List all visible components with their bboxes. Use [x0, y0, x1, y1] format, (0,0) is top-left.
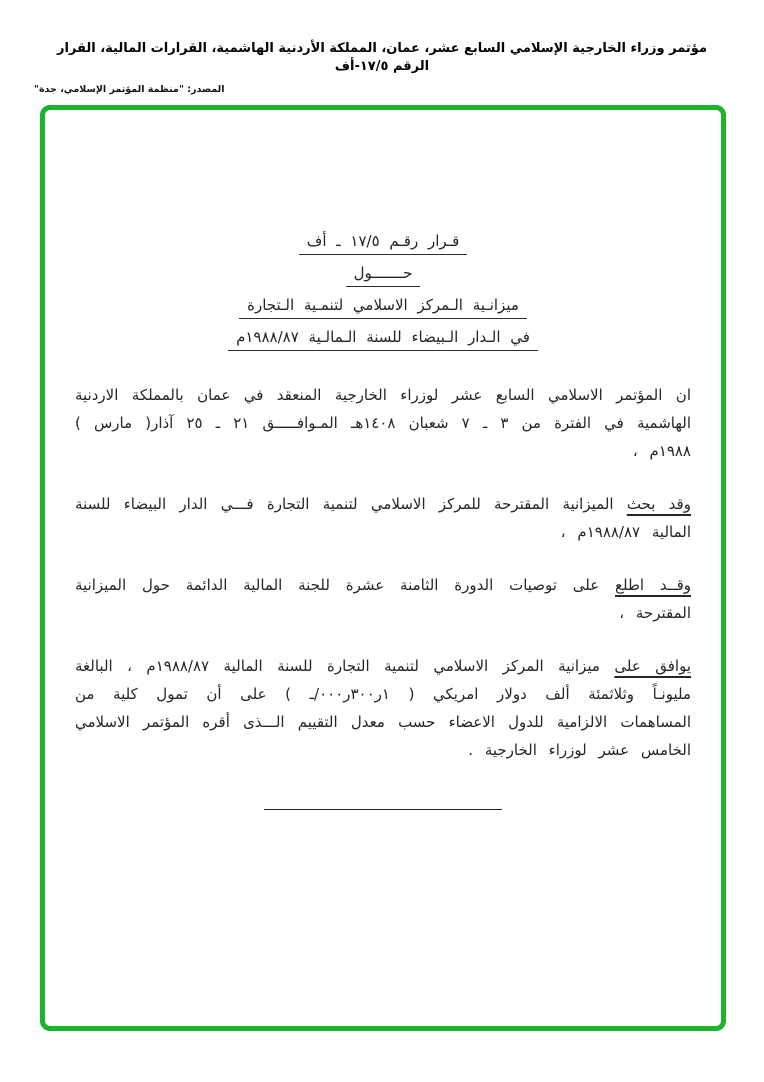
- title-line-4: في الـدار الـبيضاء للسنة الـمالـية ١٩٨٨/٨٧م: [228, 328, 538, 351]
- paragraph-text: على توصيات الدورة الثامنة عشرة للجنة المالية الدائمة حول الميزانية المقترحة ،: [75, 576, 691, 622]
- paragraph-noted-recommendations: [75, 571, 691, 627]
- document-header-title: مؤتمر وزراء الخارجية الإسلامي السابع عشر، عمان، المملكة الأردنية الهاشمية، القرارات المالية، القرار الرقم ١٧/٥-أف: [56, 41, 708, 74]
- title-line-1: قـرار رقـم ١٧/٥ ـ أف: [299, 232, 467, 255]
- paragraph-lead-underlined: وقــد اطلع: [615, 576, 691, 594]
- paragraph-text: الميزانية المقترحة للمركز الاسلامي لتنمية التجارة فـــي الدار البيضاء للسنة المالية ١٩٨٨/٨٧م ،: [75, 495, 691, 541]
- scanned-document: [45, 110, 721, 810]
- paragraph-reviewed-budget: [75, 490, 691, 546]
- paragraph-lead-underlined: وقد بحث: [626, 495, 691, 513]
- paragraph-text: ميزانية المركز الاسلامي لتنمية التجارة للسنة المالية ١٩٨٨/٨٧م ، البالغة مليونـاً وثلاثمئة ألف دولار امريكي ( ١ر٣٠٠ر٠٠٠/ـ ) على أن تمول كلية من المساهمات الالزامية للدول الاعضاء حسب معدل التقييم الـــذى أقره المؤتمر الاسلامي الخامس عشر لوزراء الخارجية .: [75, 657, 691, 759]
- source-line: المصدر: "منظمة المؤتمر الإسلامي، جدة": [34, 84, 225, 95]
- title-line-3: ميزانـية الـمركز الاسلامي لتنمـية الـتجارة: [239, 296, 527, 319]
- paragraph-text: ان المؤتمر الاسلامي السابع عشر لوزراء الخارجية المنعقد في عمان بالمملكة الاردنية الهاشمية في الفترة من ٣ ـ ٧ شعبان ١٤٠٨هـ المـوافـــــق ٢١ ـ ٢٥ آذار( مارس ) ١٩٨٨م ،: [75, 386, 691, 460]
- document-scan-frame: [40, 105, 726, 1031]
- resolution-title-block: [75, 232, 691, 351]
- paragraph-preamble: [75, 381, 691, 465]
- signature-line: [264, 809, 502, 810]
- title-line-2: حـــــــول: [346, 264, 421, 287]
- paragraph-lead-underlined: يوافق على: [614, 657, 691, 675]
- paragraph-approves-budget: [75, 652, 691, 764]
